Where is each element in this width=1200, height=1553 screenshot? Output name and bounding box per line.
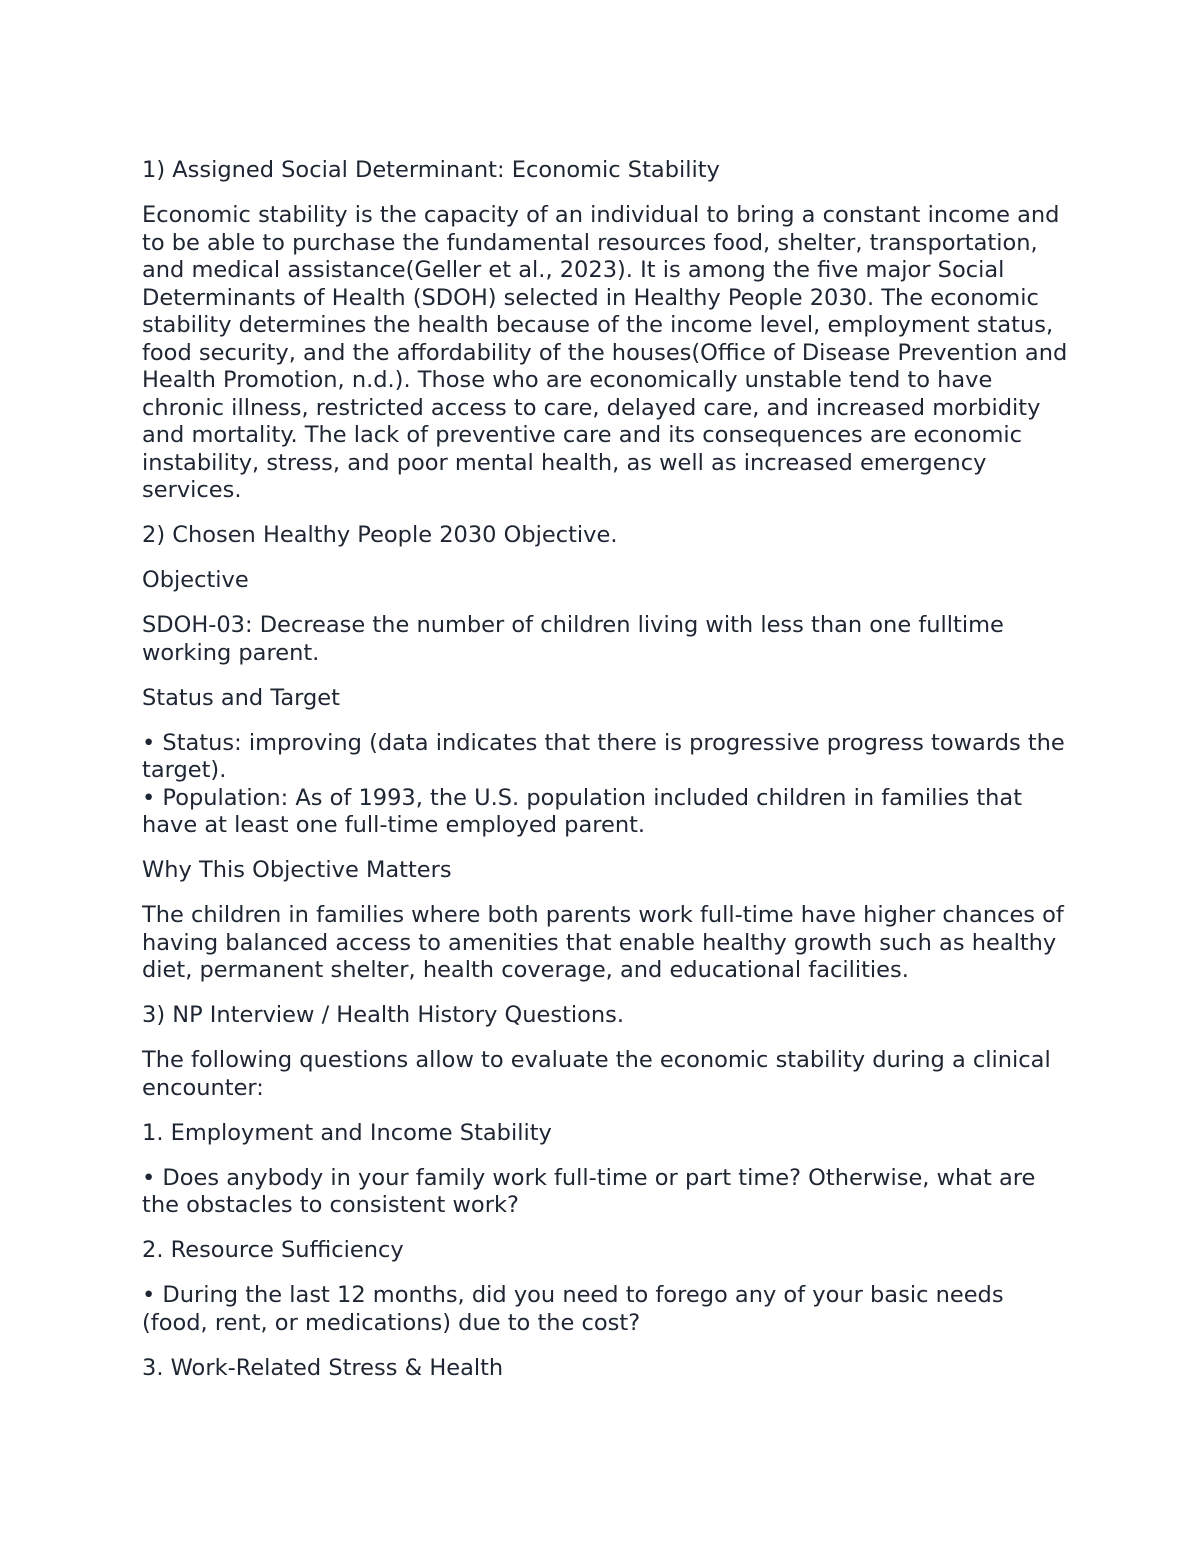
status-target-label: Status and Target <box>142 684 340 711</box>
q3-heading: 3. Work-Related Stress & Health <box>142 1354 504 1381</box>
section3-heading: 3) NP Interview / Health History Questions. <box>142 1002 625 1028</box>
population-bullet: • Population: As of 1993, the U.S. population included children in families that have at least one full-time employed parent. <box>142 784 1023 838</box>
q1-bullet: • Does anybody in your family work full-time or part time? Otherwise, what are the obstacles to consistent work? <box>142 1164 1036 1218</box>
q2-heading: 2. Resource Sufficiency <box>142 1237 404 1263</box>
section1-heading: 1) Assigned Social Determinant: Economic Stability <box>142 157 720 183</box>
objective-text: SDOH-03: Decrease the number of children living with less than one fulltime working parent. <box>142 612 1004 666</box>
section1-paragraph: Economic stability is the capacity of an individual to bring a constant income and to be able to purchase the fundamental resources food, shelter, transportation, and medical assistance(Geller et al., 2023). It is among the five major Social Determinants of Health (SDOH) selected in Healthy People 2030. The economic stability determines the health because of the income level, employment status, food security, and the affordability of the houses(Office of Disease Prevention and Health Promotion, n.d.). Those who are economically unstable tend to have chronic illness, restricted access to care, delayed care, and increased morbidity and mortality. The lack of preventive care and its consequences are economic instability, stress, and poor mental health, as well as increased emergency services. <box>142 202 1068 503</box>
document-body <box>142 157 1072 1400</box>
why-text: The children in families where both parents work full-time have higher chances of having balanced access to amenities that enable healthy growth such as healthy diet, permanent shelter, health coverage, and educational facilities. <box>142 902 1064 983</box>
section2-heading: 2) Chosen Healthy People 2030 Objective. <box>142 522 618 548</box>
why-label: Why This Objective Matters <box>142 857 452 883</box>
section3-intro: The following questions allow to evaluate the economic stability during a clinical encounter: <box>142 1047 1051 1101</box>
q1-heading: 1. Employment and Income Stability <box>142 1119 552 1146</box>
status-bullet: • Status: improving (data indicates that there is progressive progress towards the target). <box>142 729 1065 783</box>
q2-bullet: • During the last 12 months, did you need to forego any of your basic needs (food, rent, or medications) due to the cost? <box>142 1282 1004 1336</box>
objective-label: Objective <box>142 567 249 593</box>
